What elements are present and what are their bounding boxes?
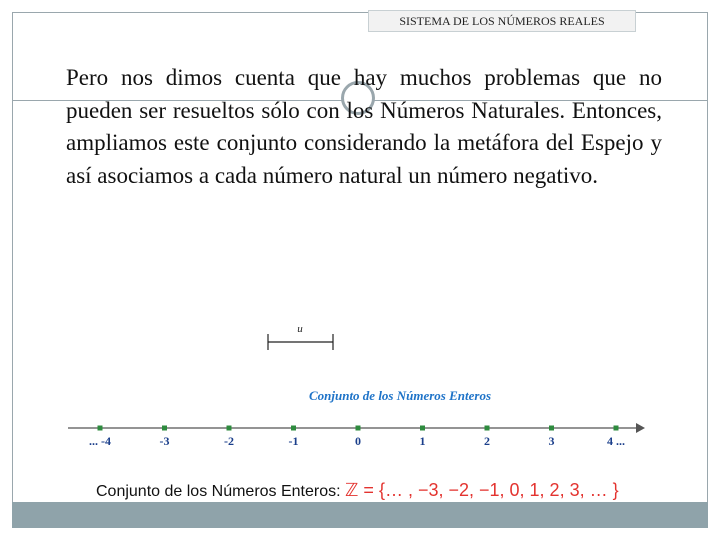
tick-mark (356, 426, 361, 431)
tick-mark (227, 426, 232, 431)
tick-label: 4 ... (607, 434, 625, 448)
footer-bar (12, 502, 708, 528)
tick-mark (614, 426, 619, 431)
arrow-right-icon (636, 423, 645, 433)
tick-mark (485, 426, 490, 431)
tick-label: ... -4 (89, 434, 111, 448)
figure-title: Conjunto de los Números Enteros (308, 388, 492, 403)
tick-mark (549, 426, 554, 431)
tick-label: 1 (419, 434, 426, 448)
unit-indicator (268, 323, 333, 350)
tick-mark (162, 426, 167, 431)
set-notation-label: Conjunto de los Números Enteros: (96, 483, 341, 500)
section-title: SISTEMA DE LOS NÚMEROS REALES (368, 10, 636, 32)
tick-mark (98, 426, 103, 431)
tick-mark (291, 426, 296, 431)
set-notation (96, 480, 619, 501)
tick-label: 3 (548, 434, 555, 448)
set-notation-formula: ℤ = {… , −3, −2, −1, 0, 1, 2, 3, … } (345, 480, 619, 500)
tick-label: -2 (224, 434, 234, 448)
tick-label: 2 (484, 434, 490, 448)
tick-group (89, 426, 625, 449)
tick-label: -3 (159, 434, 170, 448)
tick-label: 0 (355, 434, 361, 448)
tick-mark (420, 426, 425, 431)
tick-label: -1 (288, 434, 299, 448)
main-paragraph: Pero nos dimos cuenta que hay muchos problemas que no pueden ser resueltos sólo con los Números Naturales. Entonces, ampliamos este conjunto considerando la metáfora del Espejo y así asociamos a cada número natural un número negativo. (66, 65, 662, 188)
unit-label: u (297, 323, 303, 335)
